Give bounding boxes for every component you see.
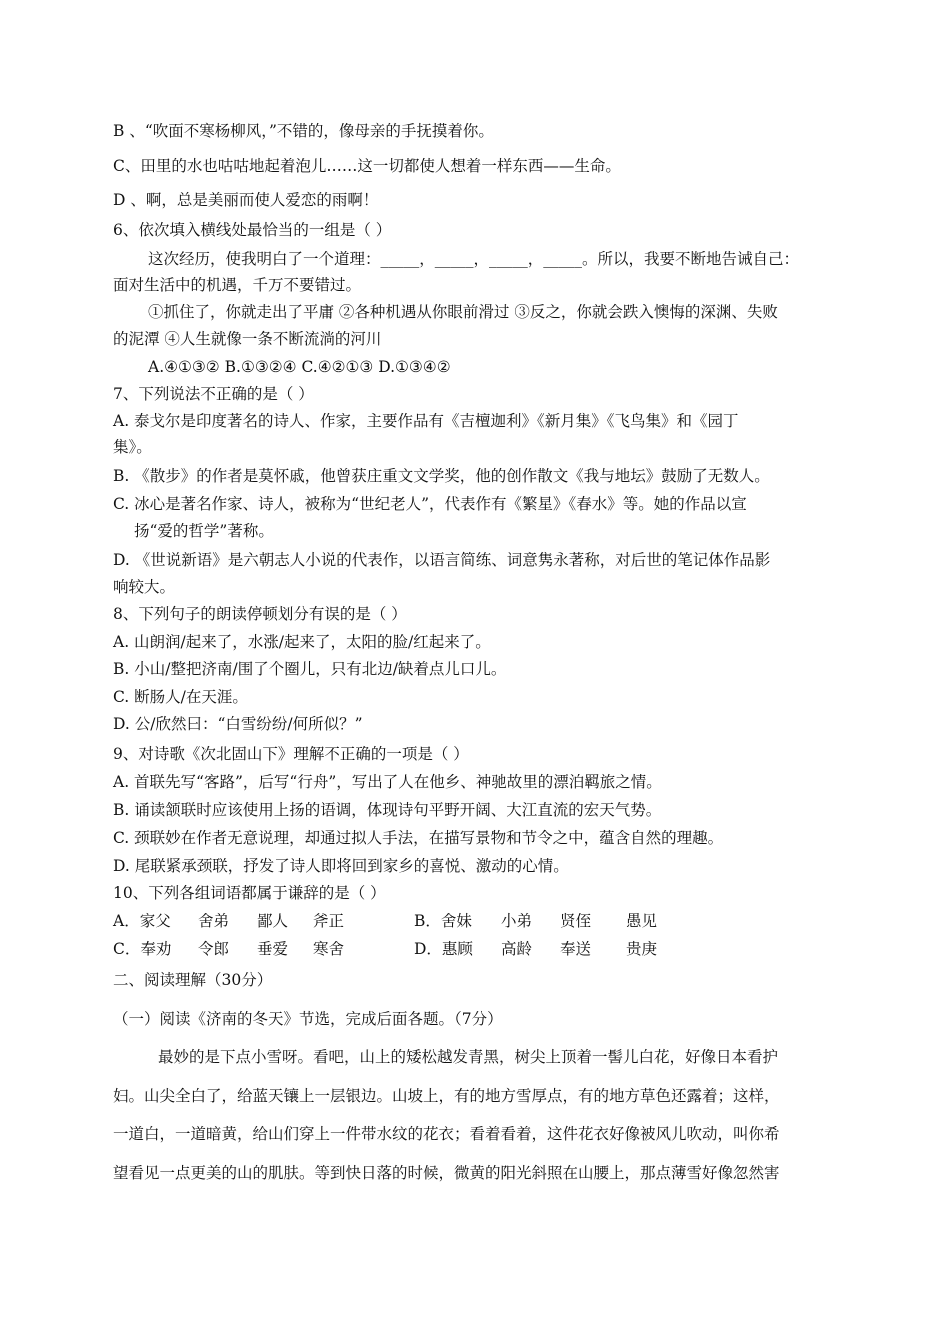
- q7-option-d-cont: 响较大。: [113, 578, 176, 596]
- q10-c-word1: C．奉劝: [113, 940, 172, 958]
- q10-c-word4: 寒舍: [313, 940, 345, 958]
- q10-d-word2: 高龄: [501, 940, 533, 958]
- q8-option-d: D. 公/欣然曰：“白雪纷纷/何所似？”: [113, 715, 363, 733]
- q10-c-word2: 令郎: [198, 940, 230, 958]
- q9-option-c: C. 颈联妙在作者无意说理，却通过拟人手法，在描写景物和节令之中，蕴含自然的理趣。: [113, 829, 724, 847]
- q6-items-line1: ①抓住了，你就走出了平庸 ②各种机遇从你眼前滑过 ③反之，你就会跌入懊悔的深渊、失败: [148, 303, 778, 321]
- q7-option-c: C. 冰心是著名作家、诗人，被称为“世纪老人”，代表作有《繁星》《春水》等。她的作品以宣: [113, 495, 747, 513]
- q10-b-word2: 小弟: [501, 912, 533, 930]
- reading-passage-line3: 一道白，一道暗黄，给山们穿上一件带水纹的花衣；看着看着，这件花衣好像被风儿吹动，叫你希: [113, 1125, 780, 1143]
- q6-passage-line1: 这次经历，使我明白了一个道理：_____，_____，_____，_____。所以，我要不断地告诫自己：: [148, 250, 800, 268]
- q10-a-word4: 斧正: [313, 912, 345, 930]
- q6-stem: 6、依次填入横线处最恰当的一组是（ ）: [113, 221, 392, 239]
- q5-option-d: D 、啊，总是美丽而使人爱恋的雨啊！: [113, 191, 379, 209]
- q8-option-b: B. 小山/整把济南/围了个圈儿，只有北边/缺着点儿口儿。: [113, 660, 507, 678]
- q8-option-a: A. 山朗润/起来了，水涨/起来了，太阳的脸/红起来了。: [113, 633, 491, 651]
- q6-options: A.④①③② B.①③②④ C.④②①③ D.①③④②: [148, 358, 451, 376]
- q6-items-line2: 的泥潭 ④人生就像一条不断流淌的河川: [113, 330, 382, 348]
- q9-option-d: D. 尾联紧承颈联，抒发了诗人即将回到家乡的喜悦、激动的心情。: [113, 857, 569, 875]
- q7-option-c-cont: 扬“爱的哲学”著称。: [134, 522, 274, 540]
- q9-stem: 9、对诗歌《次北固山下》理解不正确的一项是（ ）: [113, 745, 469, 763]
- q7-option-a-cont: 集》。: [113, 438, 152, 456]
- q7-option-d: D. 《世说新语》是六朝志人小说的代表作，以语言简练、词意隽永著称，对后世的笔记体作品影: [113, 551, 771, 569]
- q10-stem: 10、下列各组词语都属于谦辞的是（ ）: [113, 884, 386, 902]
- section-heading-reading: 二、阅读理解（30分）: [113, 971, 273, 989]
- q10-c-word3: 垂爱: [257, 940, 289, 958]
- q5-option-c: C、田里的水也咕咕地起着泡儿……这一切都使人想着一样东西——生命。: [113, 157, 621, 175]
- reading-part1-instruction: （一）阅读《济南的冬天》节选，完成后面各题。（7分）: [113, 1010, 503, 1028]
- q7-option-b: B. 《散步》的作者是莫怀戚，他曾获庄重文文学奖，他的创作散文《我与地坛》鼓励了无数人。: [113, 467, 770, 485]
- q5-option-b: B 、“吹面不寒杨柳风，”不错的，像母亲的手抚摸着你。: [113, 122, 494, 140]
- q10-d-word4: 贵庚: [626, 940, 658, 958]
- q10-d-word1: D．惠顾: [414, 940, 473, 958]
- q8-stem: 8、下列句子的朗读停顿划分有误的是（ ）: [113, 605, 407, 623]
- q10-b-word4: 愚见: [626, 912, 658, 930]
- q10-b-word1: B．舍妹: [414, 912, 472, 930]
- q7-stem: 7、下列说法不正确的是（ ）: [113, 385, 314, 403]
- q10-b-word3: 贤侄: [560, 912, 592, 930]
- q8-option-c: C. 断肠人/在天涯。: [113, 688, 248, 706]
- q9-option-b: B. 诵读颔联时应该使用上扬的语调，体现诗句平野开阔、大江直流的宏天气势。: [113, 801, 662, 819]
- reading-passage-line2: 妇。山尖全白了，给蓝天镶上一层银边。山坡上，有的地方雪厚点，有的地方草色还露着；这样，: [113, 1087, 780, 1105]
- q6-passage-line2: 面对生活中的机遇，千万不要错过。: [113, 276, 362, 294]
- q10-a-word1: A．家父: [113, 912, 171, 930]
- q10-a-word3: 鄙人: [257, 912, 289, 930]
- q10-d-word3: 奉送: [560, 940, 592, 958]
- q10-a-word2: 舍弟: [198, 912, 230, 930]
- reading-passage-line4: 望看见一点更美的山的肌肤。等到快日落的时候，微黄的阳光斜照在山腰上，那点薄雪好像忽然害: [113, 1164, 780, 1182]
- reading-passage-line1: 最妙的是下点小雪呀。看吧，山上的矮松越发青黑，树尖上顶着一髻儿白花，好像日本看护: [158, 1048, 779, 1066]
- q9-option-a: A. 首联先写“客路”，后写“行舟”，写出了人在他乡、神驰故里的漂泊羁旅之情。: [113, 773, 662, 791]
- q7-option-a: A. 泰戈尔是印度著名的诗人、作家，主要作品有《吉檀迦利》《新月集》《飞鸟集》和《园丁: [113, 412, 739, 430]
